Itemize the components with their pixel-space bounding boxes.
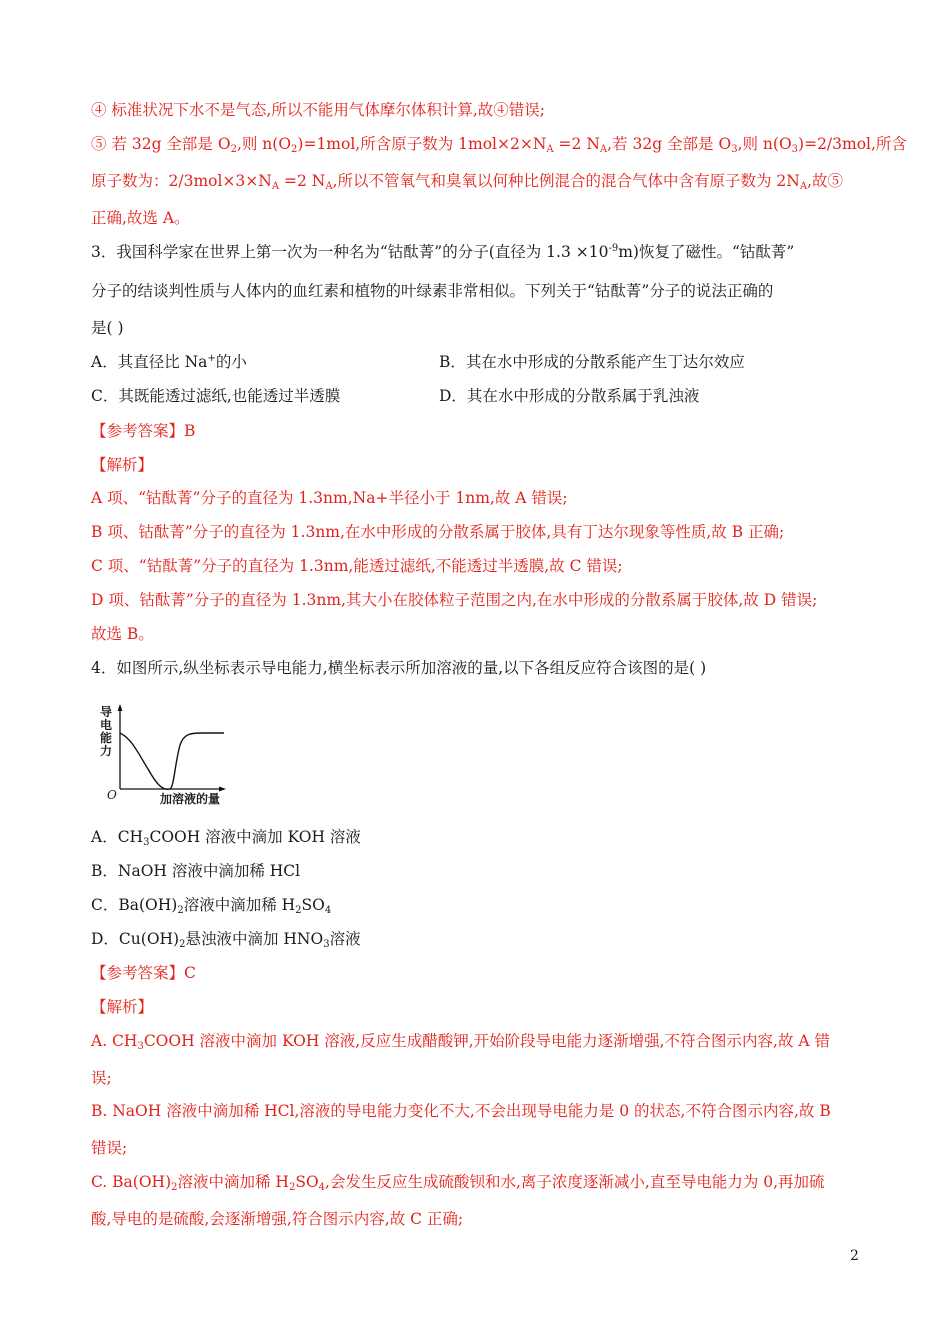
text: 溶液 — [329, 930, 361, 948]
text: 误; — [91, 1069, 112, 1087]
text: D．其在水中形成的分散系属于乳浊液 — [439, 387, 700, 405]
origin-label: O — [107, 788, 117, 802]
question-4-option-d — [91, 929, 861, 949]
analysis-3-a — [91, 488, 861, 508]
text: =2 N — [279, 172, 326, 190]
subscript: 3 — [791, 144, 799, 155]
text: m)恢复了磁性。“钴酞菁” — [618, 243, 795, 261]
text: 溶液中滴加稀 H — [183, 896, 296, 914]
explanation-line-5 — [91, 134, 907, 155]
text: A．CH — [91, 828, 144, 846]
text: C．Ba(OH) — [91, 896, 178, 914]
subscript: 2 — [177, 905, 184, 916]
text: 4．如图所示,纵坐标表示导电能力,横坐标表示所加溶液的量,以下各组反应符合该图的是( ) — [91, 659, 707, 677]
text: ,则 n(O — [236, 135, 292, 153]
subscript: A — [546, 144, 554, 155]
analysis-3-b — [91, 522, 861, 542]
text: B．其在水中形成的分散系能产生丁达尔效应 — [439, 353, 745, 371]
text: A 项、“钴酞菁”分子的直径为 1.3nm,Na+半径小于 1nm,故 A 错误; — [91, 489, 568, 507]
question-4-stem — [91, 658, 861, 678]
text: ,若 32g 全部是 O — [607, 135, 732, 153]
text: ④ 标准状况下水不是气态,所以不能用气体摩尔体积计算,故④错误; — [91, 101, 546, 119]
analysis-3-label — [91, 455, 861, 475]
subscript: 3 — [143, 837, 150, 848]
subscript: A — [325, 181, 333, 192]
analysis-4-b-cont — [91, 1138, 861, 1158]
question-3-stem — [91, 242, 861, 262]
subscript: 2 — [230, 144, 237, 155]
text: ,所以不管氧气和臭氧以何种比例混合的混合气体中含有原子数为 2N — [332, 172, 800, 190]
analysis-4-b — [91, 1101, 861, 1121]
text: ,则 n(O — [737, 135, 792, 153]
text: D 项、钴酞菁”分子的直径为 1.3nm,其大小在胶体粒子范围之内,在水中形成的分散系属于胶体,故 D 错误; — [91, 591, 818, 609]
subscript: 2 — [288, 1182, 296, 1193]
subscript: 2 — [295, 905, 302, 916]
question-4-option-b — [91, 861, 861, 881]
text: 正确,故选 A。 — [91, 209, 190, 227]
answer-4 — [91, 963, 861, 983]
text: B. NaOH 溶液中滴加稀 HCl,溶液的导电能力变化不大,不会出现导电能力是 0 的状态,不符合图示内容,故 B — [91, 1102, 831, 1120]
text: C 项、“钴酞菁”分子的直径为 1.3nm,能透过滤纸,不能透过半透膜,故 C 错误; — [91, 557, 623, 575]
analysis-4-a — [91, 1031, 861, 1051]
text: 3．我国科学家在世界上第一次为一种名为“钴酞菁”的分子(直径为 1.3 ×10 — [91, 243, 609, 261]
analysis-4-c-cont — [91, 1209, 861, 1229]
subscript: 2 — [179, 939, 186, 950]
question-3-option-b — [439, 352, 859, 372]
subscript: 4 — [324, 905, 332, 916]
subscript: 3 — [323, 939, 330, 950]
conductivity-curve — [120, 733, 224, 789]
text: 溶液中滴加稀 H — [177, 1173, 289, 1191]
subscript: 2 — [171, 1182, 178, 1193]
subscript: A — [799, 181, 808, 192]
analysis-3-conclusion — [91, 624, 861, 644]
text: 悬浊液中滴加 HNO — [185, 930, 324, 948]
text: SO — [295, 1173, 319, 1191]
text: B．NaOH 溶液中滴加稀 HCl — [91, 862, 301, 880]
text: =2 N — [553, 135, 600, 153]
text: ,故⑤ — [807, 172, 844, 190]
analysis-3-c — [91, 556, 861, 576]
analysis-4-label — [91, 997, 861, 1017]
x-axis-arrow — [219, 787, 226, 792]
text: 【解析】 — [91, 998, 154, 1016]
text: 【解析】 — [91, 456, 154, 474]
text: 故选 B。 — [91, 625, 154, 643]
question-3-stem-end — [91, 318, 861, 338]
text: 分子的结谈判性质与人体内的血红素和植物的叶绿素非常相似。下列关于“钴酞菁”分子的说法正确的 — [91, 282, 774, 300]
explanation-line-5-cont — [91, 171, 861, 191]
question-3-stem-cont — [91, 281, 861, 301]
answer-label: 【参考答案】 — [91, 964, 185, 982]
subscript: 3 — [137, 1041, 144, 1052]
question-4-option-c — [91, 895, 861, 915]
text: ⑤ 若 32g 全部是 O — [91, 135, 231, 153]
text: A. CH — [91, 1032, 138, 1050]
text: 酸,导电的是硫酸,会逐渐增强,符合图示内容,故 C 正确; — [91, 1210, 464, 1228]
text: ,会发生反应生成硫酸钡和水,离子浓度逐渐减小,直至导电能力为 0,再加硫 — [325, 1173, 825, 1191]
text: A．其直径比 Na — [91, 353, 208, 371]
page-number: 2 — [850, 1248, 859, 1264]
question-4-option-a — [91, 827, 861, 847]
analysis-4-a-cont — [91, 1068, 861, 1088]
text: D．Cu(OH) — [91, 930, 180, 948]
x-axis-label: 加溶液的量 — [160, 792, 221, 806]
text: COOH 溶液中滴加 KOH 溶液,反应生成醋酸钾,开始阶段导电能力逐渐增强,不符合图示内容,故 A 错 — [143, 1032, 831, 1050]
subscript: 4 — [318, 1182, 326, 1193]
subscript: A — [599, 144, 608, 155]
answer-3 — [91, 421, 861, 441]
y-axis-label: 导电能力 — [100, 705, 113, 758]
text: C. Ba(OH) — [91, 1173, 172, 1191]
subscript: 2 — [291, 144, 298, 155]
answer-value: C — [184, 964, 196, 982]
text: C．其既能透过滤纸,也能透过半透膜 — [91, 387, 341, 405]
text: COOH 溶液中滴加 KOH 溶液 — [149, 828, 361, 846]
question-3-option-d — [439, 386, 859, 406]
explanation-line-4 — [91, 100, 861, 120]
superscript: + — [207, 353, 216, 364]
subscript: 3 — [731, 144, 738, 155]
answer-label: 【参考答案】 — [91, 422, 185, 440]
superscript: -9 — [608, 243, 619, 254]
text: B 项、钴酞菁”分子的直径为 1.3nm,在水中形成的分散系属于胶体,具有丁达尔现象等性质,故 B 正确; — [91, 523, 785, 541]
explanation-conclusion — [91, 208, 861, 228]
text: 的小 — [215, 353, 247, 371]
text: SO — [301, 896, 325, 914]
text: )=2/3mol,所含 — [798, 135, 907, 153]
subscript: A — [271, 181, 280, 192]
analysis-4-c — [91, 1172, 861, 1192]
text: 错误; — [91, 1139, 128, 1157]
text: )=1mol,所含原子数为 1mol×2×N — [297, 135, 547, 153]
answer-value: B — [184, 422, 196, 440]
text: 是( ) — [91, 319, 124, 337]
y-axis-arrow — [118, 704, 123, 711]
analysis-3-d — [91, 590, 861, 610]
text: 原子数为：2/3mol×3×N — [91, 172, 272, 190]
